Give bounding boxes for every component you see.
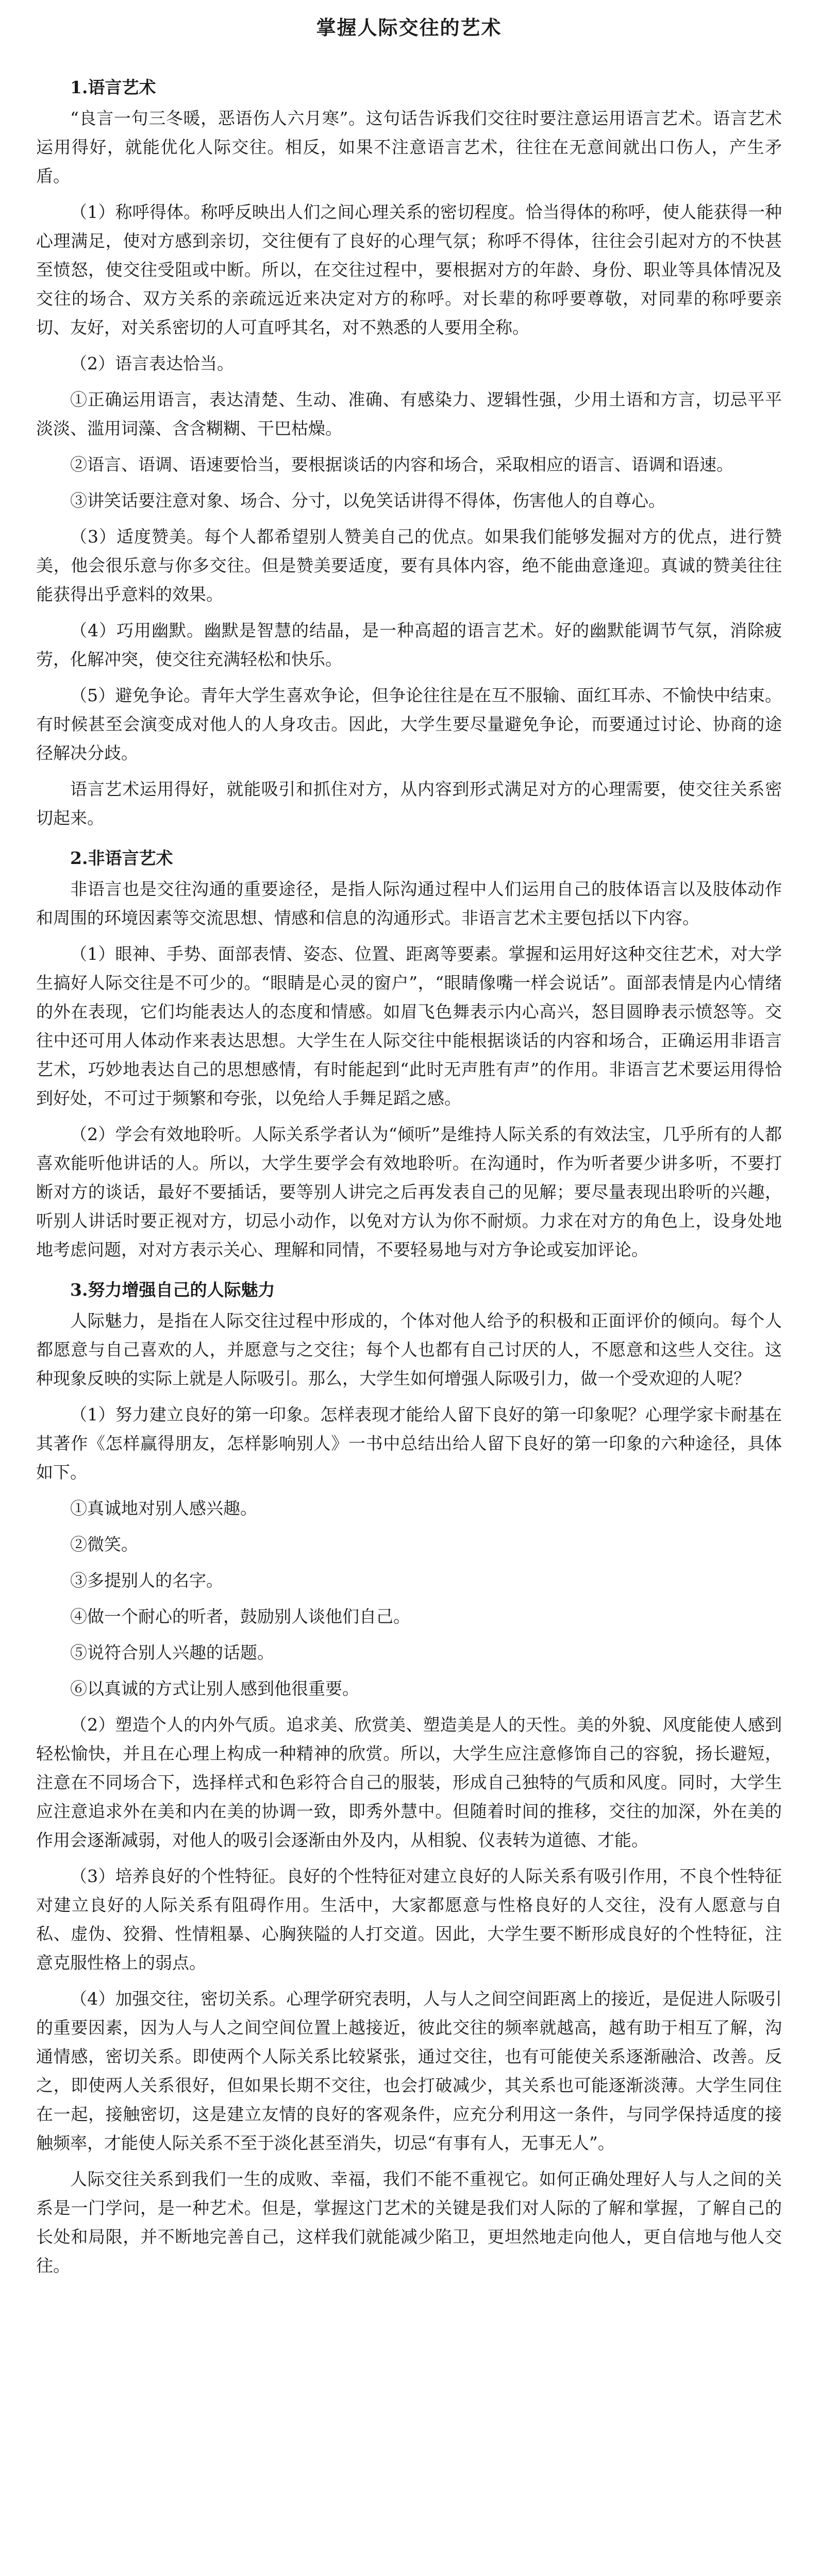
list-item: ①真诚地对别人感兴趣。 — [70, 1498, 257, 1518]
section-personal-charm — [36, 1278, 782, 2280]
list-item: （2）语言表达恰当。 — [70, 353, 234, 374]
paragraph: （3）适度赞美。每个人都希望别人赞美自己的优点。如果我们能够发掘对方的优点，进行赞美，他会很乐意与你多交往。但是赞美要适度，要有具体内容，绝不能曲意逢迎。真诚的赞美往往能获得出乎意料的效果。 — [36, 527, 782, 604]
list-item: ⑥以真诚的方式让别人感到他很重要。 — [70, 1679, 359, 1699]
section-nonverbal-art — [36, 846, 782, 1264]
paragraph: 人际交往关系到我们一生的成败、幸福，我们不能不重视它。如何正确处理好人与人之间的关系是一门学问，是一种艺术。但是，掌握这门艺术的关键是我们对人际的了解和掌握，了解自己的长处和局限，并不断地完善自己，这样我们就能减少陷卫，更坦然地走向他人，更自信地与他人交往。 — [36, 2169, 782, 2276]
list-item: ②微笑。 — [70, 1534, 138, 1554]
list-item: ④做一个耐心的听者，鼓励别人谈他们自己。 — [70, 1606, 410, 1626]
list-item: ②语言、语调、语速要恰当，要根据谈话的内容和场合，采取相应的语言、语调和语速。 — [70, 454, 733, 474]
section-heading: 2.非语言艺术 — [70, 848, 173, 868]
list-item: ③讲笑话要注意对象、场合、分寸，以免笑话讲得不得体，伤害他人的自尊心。 — [70, 490, 665, 511]
paragraph: （4）加强交往，密切关系。心理学研究表明，人与人之间空间距离上的接近，是促进人际吸引的重要因素，因为人与人之间空间位置上越接近，彼此交往的频率就越高，越有助于相互了解，沟通情感，密切关系。即使两个人际关系比较紧张，通过交往，也有可能使关系逐渐融洽、改善。反之，即使两人关系很好，但如果长期不交往，也会打破减少，其关系也可能逐渐淡薄。大学生同住在一起，接触密切，这是建立友情的良好的客观条件，应充分利用这一条件，与同学保持适度的接触频率，才能使人际关系不至于淡化甚至消失，切忌“有事有人，无事无人”。 — [36, 1989, 782, 2153]
paragraph: 非语言也是交往沟通的重要途径，是指人际沟通过程中人们运用自己的肢体语言以及肢体动作和周围的环境因素等交流思想、情感和信息的沟通形式。非语言艺术主要包括以下内容。 — [36, 879, 782, 928]
paragraph: （5）避免争论。青年大学生喜欢争论，但争论往往是在互不服输、面红耳赤、不愉快中结束。有时候甚至会演变成对他人的人身攻击。因此，大学生要尽量避免争论，而要通过讨论、协商的途径解决分歧。 — [36, 685, 782, 763]
paragraph: （1）努力建立良好的第一印象。怎样表现才能给人留下良好的第一印象呢？心理学家卡耐基在其著作《怎样赢得朋友，怎样影响别人》一书中总结出给人留下良好的第一印象的六种途径，具体如下。 — [36, 1404, 782, 1482]
paragraph: （3）培养良好的个性特征。良好的个性特征对建立良好的人际关系有吸引作用，不良个性特征对建立良好的人际关系有阻碍作用。生活中，大家都愿意与性格良好的人交往，没有人愿意与自私、虚伪、狡猾、性情粗暴、心胸狭隘的人打交道。因此，大学生要不断形成良好的个性特征，注意克服性格上的弱点。 — [36, 1866, 782, 1973]
list-item: ⑤说符合别人兴趣的话题。 — [70, 1642, 274, 1663]
paragraph: （4）巧用幽默。幽默是智慧的结晶，是一种高超的语言艺术。好的幽默能调节气氛，消除疲劳，化解冲突，使交往充满轻松和快乐。 — [36, 620, 782, 669]
paragraph: （2）学会有效地聆听。人际关系学者认为“倾听”是维持人际关系的有效法宝，几乎所有的人都喜欢能听他讲话的人。所以，大学生要学会有效地聆听。在沟通时，作为听者要少讲多听，不要打断对方的谈话，最好不要插话，要等别人讲完之后再发表自己的见解；要尽量表现出聆听的兴趣，听别人讲话时要正视对方，切忌小动作，以免对方认为你不耐烦。力求在对方的角色上，设身处地地考虑问题，对对方表示关心、理解和同情，不要轻易地与对方争论或妄加评论。 — [36, 1124, 782, 1260]
paragraph: （1）称呼得体。称呼反映出人们之间心理关系的密切程度。恰当得体的称呼，使人能获得一种心理满足，使对方感到亲切，交往便有了良好的心理气氛；称呼不得体，往往会引起对方的不快甚至愤怒，使交往受阻或中断。所以，在交往过程中，要根据对方的年龄、身份、职业等具体情况及交往的场合、双方关系的亲疏远近来决定对方的称呼。对长辈的称呼要尊敬，对同辈的称呼要亲切、友好，对关系密切的人可直呼其名，对不熟悉的人要用全称。 — [36, 202, 782, 337]
paragraph: （2）塑造个人的内外气质。追求美、欣赏美、塑造美是人的天性。美的外貌、风度能使人感到轻松愉快，并且在心理上构成一种精神的欣赏。所以，大学生应注意修饰自己的容貌，扬长避短，注意在不同场合下，选择样式和色彩符合自己的服装，形成自己独特的气质和风度。同时，大学生应注意追求外在美和内在美的协调一致，即秀外慧中。但随着时间的推移，交往的加深，外在美的作用会逐渐减弱，对他人的吸引会逐渐由外及内，从相貌、仪表转为道德、才能。 — [36, 1715, 782, 1850]
paragraph: “良言一句三冬暖，恶语伤人六月寒”。这句话告诉我们交往时要注意运用语言艺术。语言艺术运用得好，就能优化人际交往。相反，如果不注意语言艺术，往往在无意间就出口伤人，产生矛盾。 — [36, 108, 782, 186]
paragraph: 语言艺术运用得好，就能吸引和抓住对方，从内容到形式满足对方的心理需要，使交往关系密切起来。 — [36, 779, 782, 828]
paragraph: （1）眼神、手势、面部表情、姿态、位置、距离等要素。掌握和运用好这种交往艺术，对大学生搞好人际交往是不可少的。“眼睛是心灵的窗户”，“眼睛像嘴一样会说话”。面部表情是内心情绪的外在表现，它们均能表达人的态度和情感。如眉飞色舞表示内心高兴，怒目圆睁表示愤怒等。交往中还可用人体动作来表达思想。大学生在人际交往中能根据谈话的内容和场合，正确运用非语言艺术，巧妙地表达自己的思想感情，有时能起到“此时无声胜有声”的作用。非语言艺术要运用得恰到好处，不可过于频繁和夸张，以免给人手舞足蹈之感。 — [36, 944, 782, 1108]
document-title: 掌握人际交往的艺术 — [316, 16, 502, 39]
section-heading: 1.语言艺术 — [70, 77, 156, 97]
list-item: ③多提别人的名字。 — [70, 1570, 223, 1590]
list-item: ①正确运用语言，表达清楚、生动、准确、有感染力、逻辑性强，少用土语和方言，切忌平平淡淡、滥用词藻、含含糊糊、干巴枯燥。 — [36, 389, 782, 438]
paragraph: 人际魅力，是指在人际交往过程中形成的，个体对他人给予的积极和正面评价的倾向。每个人都愿意与自己喜欢的人，并愿意与之交往；每个人也都有自己讨厌的人，不愿意和这些人交往。这种现象反映的实际上就是人际吸引。那么，大学生如何增强人际吸引力，做一个受欢迎的人呢？ — [36, 1311, 782, 1388]
section-language-art — [36, 75, 782, 833]
section-heading: 3.努力增强自己的人际魅力 — [70, 1280, 275, 1300]
